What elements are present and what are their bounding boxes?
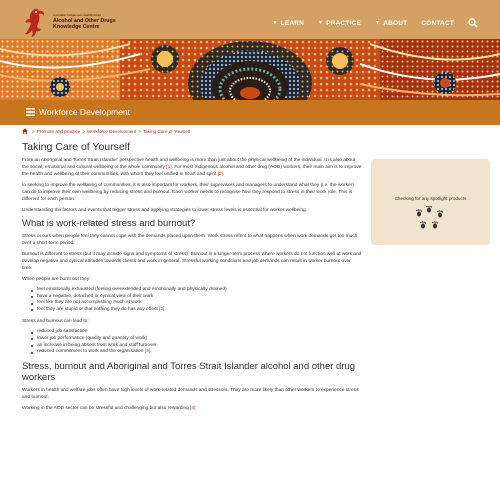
dot-art-image bbox=[0, 39, 500, 100]
page-title: Taking Care of Yourself bbox=[22, 141, 130, 153]
lizard-logo-icon bbox=[21, 7, 49, 39]
intro-text: . For most Indigenous alcohol and other drug (AOD) workers, their main aim is to improve the health and wellbeing of their communities, with whom they feel unified in heart and spirit bbox=[22, 165, 362, 177]
section-heading-stress: What is work-related stress and burnout? bbox=[22, 218, 196, 229]
nav-contact-label: CONTACT bbox=[421, 19, 454, 27]
body-text: Working in the AOD sector can be stressful and challenging but also rewarding bbox=[22, 405, 191, 411]
section-heading-indigenous: Stress, burnout and Aboriginal and Torres Strait Islander alcohol and other drug workers bbox=[22, 360, 356, 383]
spotlight-panel bbox=[371, 159, 490, 245]
body-paragraph bbox=[22, 405, 362, 412]
intro-text: From an Aboriginal and Torres Strait Islander’ perspective health and wellbeing is more than just about the physical wellbeing of the individual. It is also about the social, emotional and cultural wellbeing of the whole community bbox=[22, 158, 356, 170]
list-item: an increase in being absent from work and staff turnover bbox=[31, 343, 362, 350]
section-title[interactable]: Workforce Development bbox=[39, 107, 131, 117]
reference-link[interactable]: [3] bbox=[144, 349, 151, 355]
home-icon[interactable] bbox=[22, 128, 28, 134]
nav-practice[interactable] bbox=[318, 20, 361, 27]
intro-paragraph bbox=[22, 157, 362, 178]
search-icon[interactable] bbox=[468, 18, 478, 28]
list-item-text: feel they are stupid or that nothing they do has any effect bbox=[37, 306, 160, 312]
nav-learn[interactable] bbox=[273, 20, 305, 27]
breadcrumb-current: Taking Care of Yourself bbox=[142, 128, 191, 134]
nav-learn-label: LEARN bbox=[280, 19, 305, 27]
nav-about-label: ABOUT bbox=[383, 19, 408, 27]
main-content bbox=[22, 141, 362, 416]
chevron-down-icon: ▼ bbox=[318, 20, 324, 26]
list-item: feel like they are not accomplishing much at work bbox=[31, 300, 362, 307]
reference-link[interactable]: [4] bbox=[190, 405, 196, 411]
list-item: have a negative, detached or cynical view of their work bbox=[31, 294, 362, 301]
list-item: feel emotionally exhausted (feeling overextended and emotionally and physically drained) bbox=[31, 287, 362, 294]
breadcrumb-link-promote[interactable]: Promote and practice bbox=[36, 128, 81, 134]
list-item bbox=[31, 349, 362, 356]
chevron-down-icon: ▼ bbox=[375, 20, 381, 26]
loading-footprints-icon bbox=[412, 206, 448, 236]
effects-list bbox=[31, 329, 362, 355]
body-paragraph: When people are burnt out they: bbox=[22, 277, 91, 282]
breadcrumb-link-workforce[interactable]: Workforce Development bbox=[87, 128, 137, 134]
chevron-down-icon: ▼ bbox=[272, 20, 278, 26]
list-item-text: . bbox=[164, 306, 166, 312]
spotlight-loading-label: Checking for any spotlight products bbox=[394, 196, 467, 201]
body-paragraph: Stress and burnout can lead to: bbox=[22, 319, 89, 325]
site-logo[interactable] bbox=[21, 7, 151, 39]
body-paragraph: Workers in health and welfare jobs often have high levels of work-related demands and stressors. They are more likely than other workers to experience stress and burnout. bbox=[22, 387, 359, 400]
dot-art-banner bbox=[0, 39, 500, 100]
reference-link[interactable]: [1] bbox=[166, 165, 172, 170]
main-nav bbox=[259, 18, 479, 28]
section-title-bar bbox=[0, 100, 500, 125]
logo-org-text: Australian Indigenous HealthInfoNet bbox=[53, 13, 102, 17]
list-item-text: . bbox=[150, 349, 152, 355]
nav-about[interactable] bbox=[375, 20, 407, 27]
body-paragraph: Burnout is different to stress (but it may include signs and symptoms of stress). Burnout is a longer-term process where workers do not function well at work and develop negative and cynical attitudes towards clients and work in general. Stressful working conditions and job demands can result in worker burnout over time. bbox=[22, 252, 362, 271]
intro-text: . bbox=[223, 172, 225, 177]
list-item: reduced job satisfaction bbox=[31, 329, 362, 336]
breadcrumb-separator: > bbox=[32, 128, 35, 134]
menu-icon[interactable] bbox=[26, 108, 35, 116]
logo-title: Alcohol and Other Drugs Knowledge Centre bbox=[53, 18, 116, 30]
reference-link[interactable]: [2] bbox=[217, 172, 224, 177]
body-paragraph: Stress occurs when people feel they cannot cope with the demands placed upon them. Work stress refers to what happens when work demands get too much over a short-term period. bbox=[22, 234, 358, 246]
burnout-list bbox=[31, 287, 362, 313]
list-item-text: reduced commitment to work and the organisation bbox=[37, 349, 145, 355]
nav-contact[interactable] bbox=[421, 20, 454, 27]
intro-paragraph: In seeking to improve the wellbeing of communities, it is also important for workers, their supervisors and managers to understand what they (i.e. the worker) can do to improve their own wellbeing by reducing stress and burnout. Each worker needs to recognise how they respond to stress in their work role. This is different for each person. bbox=[22, 183, 354, 202]
list-item bbox=[31, 307, 362, 314]
intro-paragraph: Understanding the factors and events that trigger stress and applying strategies to lower stress levels is essential for worker wellbeing. bbox=[22, 208, 308, 213]
nav-practice-label: PRACTICE bbox=[326, 19, 362, 27]
reference-link[interactable]: [2] bbox=[159, 306, 165, 312]
breadcrumb bbox=[22, 128, 190, 134]
list-item: lower job performance (quality and quantity of work) bbox=[31, 336, 362, 343]
breadcrumb-separator: > bbox=[82, 128, 86, 134]
breadcrumb-separator: > bbox=[138, 128, 141, 134]
